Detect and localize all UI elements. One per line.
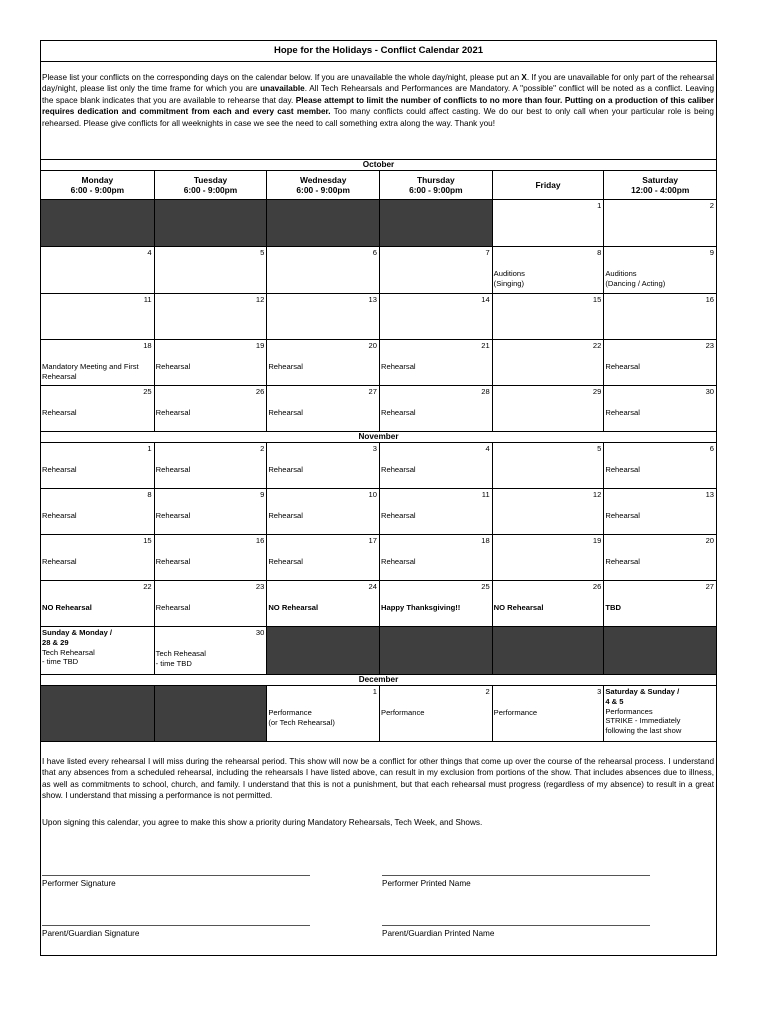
day-cell[interactable] bbox=[155, 535, 268, 580]
day-cell[interactable] bbox=[267, 489, 380, 534]
day-cell-note: Rehearsal bbox=[605, 362, 640, 371]
day-number: 11 bbox=[143, 295, 152, 304]
day-number: 24 bbox=[368, 582, 377, 591]
day-cell-dec-1[interactable] bbox=[267, 686, 380, 741]
day-cell-note: Rehearsal bbox=[381, 557, 416, 566]
week-row bbox=[41, 627, 716, 675]
day-cell-note: Performances STRIKE - Immediately following the last show bbox=[605, 706, 682, 736]
day-cell-note: Auditions (Dancing / Acting) bbox=[605, 269, 666, 288]
day-cell-note: Rehearsal bbox=[268, 362, 303, 371]
day-number: 26 bbox=[592, 582, 602, 591]
weekday-name: Wednesday bbox=[299, 174, 347, 185]
day-cell[interactable] bbox=[41, 443, 155, 488]
weekday-time: 6:00 - 9:00pm bbox=[409, 185, 463, 195]
weekday-header-tuesday bbox=[155, 171, 268, 199]
november-weeks bbox=[41, 443, 716, 627]
week-row bbox=[41, 247, 716, 294]
day-number: 12 bbox=[255, 295, 265, 304]
instructions-bold-unavailable: unavailable bbox=[260, 84, 305, 94]
cell-text bbox=[42, 628, 153, 667]
month-header-december: December bbox=[41, 675, 716, 686]
day-cell[interactable] bbox=[267, 386, 380, 431]
day-cell-note: Rehearsal bbox=[155, 465, 191, 474]
day-cell-note: Rehearsal bbox=[381, 511, 416, 520]
week-row bbox=[41, 443, 716, 489]
day-cell-note: Rehearsal bbox=[42, 408, 77, 417]
day-number: 13 bbox=[705, 490, 715, 499]
day-cell-note: Mandatory Meeting and First Rehearsal bbox=[42, 362, 139, 381]
day-cell[interactable] bbox=[267, 247, 380, 293]
day-number: 11 bbox=[481, 490, 490, 499]
day-number: 29 bbox=[592, 387, 602, 396]
day-number: 25 bbox=[143, 387, 152, 396]
day-cell[interactable] bbox=[41, 340, 155, 385]
day-cell[interactable] bbox=[267, 443, 380, 488]
day-cell[interactable] bbox=[155, 489, 268, 534]
week-row bbox=[41, 294, 716, 340]
day-cell[interactable] bbox=[380, 489, 493, 534]
day-cell-empty bbox=[493, 627, 605, 674]
day-cell-note: Performance bbox=[381, 708, 425, 717]
day-number: 20 bbox=[368, 341, 377, 350]
day-number: 9 bbox=[709, 248, 715, 257]
day-cell[interactable] bbox=[267, 294, 380, 339]
day-number: 9 bbox=[260, 490, 265, 499]
month-header-october: October bbox=[41, 160, 716, 171]
day-number: 10 bbox=[368, 490, 377, 499]
day-cell[interactable] bbox=[380, 443, 493, 488]
day-cell-note: Rehearsal bbox=[268, 511, 303, 520]
day-number: 1 bbox=[147, 444, 152, 453]
day-cell-note: NO Rehearsal bbox=[268, 603, 319, 612]
day-cell-note: Rehearsal bbox=[268, 408, 303, 417]
day-number: 26 bbox=[255, 387, 265, 396]
day-number: 8 bbox=[147, 490, 152, 499]
day-cell-note: NO Rehearsal bbox=[42, 603, 92, 612]
acknowledgement-paragraph: I have listed every rehearsal I will miss during the rehearsal period. This show will now be a conflict for other things that come up over the course of the rehearsal process. I understand that any absences from a scheduled rehearsal, including the rehearsals I have listed above, can result in my exclusion from portions of the show. That includes absences due to illness, as well as commitments to school, church, and family. I understand that this is not a punishment, but that each rehearsal must progress (regardless of my absence) to result in a great show. I understand that missing a performance is not permitted. bbox=[42, 757, 714, 801]
day-cell-note: Rehearsal bbox=[268, 557, 303, 566]
signature-line bbox=[382, 925, 650, 926]
week-row bbox=[41, 386, 716, 432]
signature-line bbox=[42, 875, 310, 876]
instructions-bold-x: X bbox=[521, 73, 527, 82]
performer-signature-field[interactable] bbox=[42, 875, 310, 888]
day-cell-title: Sunday & Monday / 28 & 29 bbox=[42, 628, 113, 647]
day-cell[interactable] bbox=[41, 489, 155, 534]
day-cell[interactable] bbox=[493, 340, 605, 385]
day-cell-empty bbox=[267, 200, 380, 246]
day-cell-note: Rehearsal bbox=[381, 362, 416, 371]
day-cell[interactable] bbox=[41, 294, 155, 339]
day-cell-note: Performance bbox=[493, 708, 538, 717]
day-number: 6 bbox=[372, 248, 377, 257]
day-number: 19 bbox=[255, 341, 265, 350]
day-number: 15 bbox=[592, 295, 602, 304]
day-cell[interactable] bbox=[493, 294, 605, 339]
day-cell[interactable] bbox=[604, 340, 716, 385]
day-cell-empty bbox=[155, 200, 268, 246]
day-cell-dec-4-5[interactable] bbox=[604, 686, 716, 741]
day-number: 25 bbox=[481, 582, 490, 591]
day-cell-note: Rehearsal bbox=[381, 465, 416, 474]
instructions-paragraph bbox=[41, 62, 716, 160]
day-cell[interactable] bbox=[604, 581, 716, 626]
day-number: 27 bbox=[368, 387, 377, 396]
day-cell[interactable] bbox=[155, 443, 268, 488]
day-cell-empty bbox=[41, 200, 155, 246]
day-cell[interactable] bbox=[493, 581, 605, 626]
signature-label: Parent/Guardian Signature bbox=[42, 929, 140, 938]
day-cell-nov-28-29[interactable] bbox=[41, 627, 155, 674]
day-cell-nov-30[interactable] bbox=[155, 627, 268, 674]
day-cell[interactable] bbox=[604, 443, 716, 488]
day-cell-note: Rehearsal bbox=[605, 557, 640, 566]
day-cell[interactable] bbox=[155, 294, 268, 339]
signature-line bbox=[42, 925, 310, 926]
weekday-time: 6:00 - 9:00pm bbox=[296, 185, 350, 195]
day-cell-empty bbox=[267, 627, 380, 674]
instructions-text-4: Too many conflicts could affect casting. We do our best to only call when your particular role is being rehearsed. Please give conflicts for all weeknights in case we see the need to call something extra along the way. Thank you! bbox=[42, 107, 714, 128]
weekday-time: 6:00 - 9:00pm bbox=[70, 185, 125, 195]
day-cell[interactable] bbox=[493, 443, 605, 488]
week-row bbox=[41, 686, 716, 742]
day-number: 1 bbox=[372, 687, 377, 696]
day-cell[interactable] bbox=[604, 386, 716, 431]
day-number: 16 bbox=[705, 295, 715, 304]
day-number: 23 bbox=[705, 341, 715, 350]
weekday-name: Thursday bbox=[416, 174, 455, 185]
guardian-printed-name-field[interactable] bbox=[382, 925, 650, 938]
day-cell-note: Rehearsal bbox=[42, 465, 77, 474]
form-title: Hope for the Holidays - Conflict Calendar 2021 bbox=[41, 41, 716, 62]
day-cell-note: Rehearsal bbox=[605, 465, 640, 474]
day-number: 20 bbox=[705, 536, 715, 545]
day-cell-empty bbox=[380, 627, 493, 674]
day-number: 21 bbox=[481, 341, 490, 350]
weekday-header-thursday bbox=[380, 171, 493, 199]
weekday-time: 12:00 - 4:00pm bbox=[631, 185, 690, 195]
signature-label: Parent/Guardian Printed Name bbox=[382, 929, 495, 938]
week-row bbox=[41, 489, 716, 535]
signature-line bbox=[382, 875, 650, 876]
day-cell-note: Rehearsal bbox=[155, 408, 191, 417]
signature-label: Performer Signature bbox=[42, 879, 116, 888]
day-cell[interactable] bbox=[380, 340, 493, 385]
day-number: 18 bbox=[481, 536, 490, 545]
day-number: 3 bbox=[597, 687, 602, 696]
day-cell[interactable] bbox=[493, 386, 605, 431]
day-cell-empty bbox=[155, 686, 268, 741]
weekday-header-row bbox=[41, 171, 716, 200]
day-number: 5 bbox=[597, 444, 602, 453]
day-number: 8 bbox=[597, 248, 602, 257]
weekday-header-saturday bbox=[604, 171, 716, 199]
day-cell[interactable] bbox=[41, 581, 155, 626]
day-number: 15 bbox=[143, 536, 152, 545]
day-number: 4 bbox=[485, 444, 490, 453]
day-cell[interactable] bbox=[380, 581, 493, 626]
day-cell-note: Rehearsal bbox=[155, 557, 191, 566]
weekday-header-wednesday bbox=[267, 171, 380, 199]
day-cell-note: Tech Rehearsal - time TBD bbox=[42, 647, 95, 667]
day-number: 2 bbox=[709, 201, 715, 210]
day-number: 22 bbox=[592, 341, 602, 350]
day-number: 23 bbox=[255, 582, 265, 591]
day-number: 14 bbox=[481, 295, 490, 304]
day-cell-note: TBD bbox=[605, 603, 621, 612]
day-cell[interactable] bbox=[267, 581, 380, 626]
day-number: 22 bbox=[143, 582, 152, 591]
day-cell-note: Performance (or Tech Rehearsal) bbox=[268, 708, 335, 727]
weekday-time: 6:00 - 9:00pm bbox=[183, 185, 238, 195]
day-cell[interactable] bbox=[155, 581, 268, 626]
day-cell[interactable] bbox=[604, 535, 716, 580]
day-cell[interactable] bbox=[380, 294, 493, 339]
day-cell[interactable] bbox=[604, 247, 716, 293]
day-number: 4 bbox=[147, 248, 152, 257]
day-cell[interactable] bbox=[604, 200, 716, 246]
instructions-text-1: Please list your conflicts on the corresponding days on the calendar below. If you are unavailable the whole day/night, please put an bbox=[42, 73, 522, 82]
day-number: 27 bbox=[705, 582, 715, 591]
day-cell[interactable] bbox=[155, 340, 268, 385]
day-cell-title: Saturday & Sunday / 4 & 5 bbox=[605, 687, 680, 706]
day-number: 30 bbox=[255, 628, 265, 637]
day-cell-note: Rehearsal bbox=[268, 465, 303, 474]
day-cell-empty bbox=[380, 200, 493, 246]
day-cell[interactable] bbox=[493, 200, 605, 246]
day-cell[interactable] bbox=[267, 535, 380, 580]
day-cell-note: Auditions (Singing) bbox=[493, 269, 525, 288]
day-cell-note: Tech Reheasal - time TBD bbox=[155, 649, 206, 668]
week-row bbox=[41, 200, 716, 247]
day-cell[interactable] bbox=[493, 247, 605, 293]
day-cell[interactable] bbox=[604, 489, 716, 534]
day-cell[interactable] bbox=[380, 535, 493, 580]
day-cell[interactable] bbox=[155, 247, 268, 293]
day-number: 2 bbox=[485, 687, 490, 696]
day-cell[interactable] bbox=[41, 386, 155, 431]
day-number: 30 bbox=[705, 387, 715, 396]
day-number: 17 bbox=[368, 536, 377, 545]
weekday-header-friday bbox=[493, 171, 605, 199]
day-cell-note: NO Rehearsal bbox=[493, 603, 544, 612]
day-number: 1 bbox=[597, 201, 602, 210]
weekday-name: Friday bbox=[535, 179, 561, 190]
day-number: 16 bbox=[255, 536, 265, 545]
signature-label: Performer Printed Name bbox=[382, 879, 471, 888]
instructions-bold-commitment: Please attempt to limit the number of conflicts to no more than four. Putting on a production of this caliber requires dedication and commitment from each and every cast member. bbox=[42, 95, 714, 117]
day-number: 2 bbox=[260, 444, 265, 453]
day-number: 18 bbox=[143, 341, 152, 350]
day-cell[interactable] bbox=[267, 340, 380, 385]
day-cell-note: Rehearsal bbox=[605, 511, 640, 520]
day-cell-note: Rehearsal bbox=[42, 511, 77, 520]
day-cell-empty bbox=[604, 627, 716, 674]
cell-text bbox=[605, 687, 715, 736]
day-number: 19 bbox=[592, 536, 602, 545]
day-cell[interactable] bbox=[493, 535, 605, 580]
week-row bbox=[41, 340, 716, 386]
day-cell-note: Rehearsal bbox=[155, 362, 191, 371]
day-cell[interactable] bbox=[380, 247, 493, 293]
weekday-name: Tuesday bbox=[193, 174, 228, 185]
instructions-text-3: . All Tech Rehearsals and Performances are Mandatory. A "possible" conflict will be noted as a conflict. Leaving the space blank indicates that you are available to rehearse that day. bbox=[42, 84, 715, 105]
day-cell-note: Rehearsal bbox=[155, 603, 191, 612]
day-cell-note: Happy Thanksgiving!! bbox=[381, 603, 461, 612]
instructions-text-2: . If you are unavailable for only part of the rehearsal day/night, please list only the time frame for which you are bbox=[42, 73, 714, 94]
guardian-signature-field[interactable] bbox=[42, 925, 310, 938]
agreement-statement: Upon signing this calendar, you agree to make this show a priority during Mandatory Rehearsals, Tech Week, and Shows. bbox=[42, 817, 483, 827]
day-cell[interactable] bbox=[41, 535, 155, 580]
week-row bbox=[41, 581, 716, 627]
day-cell-dec-3[interactable] bbox=[493, 686, 605, 741]
day-number: 12 bbox=[592, 490, 602, 499]
day-cell-note: Rehearsal bbox=[381, 408, 416, 417]
day-number: 7 bbox=[485, 248, 490, 257]
conflict-calendar-form bbox=[40, 40, 717, 956]
day-cell-note: Rehearsal bbox=[605, 408, 640, 417]
day-cell-note: Rehearsal bbox=[42, 557, 77, 566]
day-cell-note: Rehearsal bbox=[155, 511, 191, 520]
day-number: 3 bbox=[372, 444, 377, 453]
week-row bbox=[41, 535, 716, 581]
day-number: 28 bbox=[481, 387, 490, 396]
october-weeks bbox=[41, 200, 716, 432]
day-cell[interactable] bbox=[493, 489, 605, 534]
performer-printed-name-field[interactable] bbox=[382, 875, 650, 888]
day-cell-empty bbox=[41, 686, 155, 741]
weekday-name: Monday bbox=[81, 174, 114, 185]
weekday-header-monday bbox=[41, 171, 155, 199]
day-cell-dec-2[interactable] bbox=[380, 686, 493, 741]
day-cell[interactable] bbox=[155, 386, 268, 431]
day-number: 5 bbox=[260, 248, 265, 257]
day-cell[interactable] bbox=[41, 247, 155, 293]
month-header-november: November bbox=[41, 432, 716, 443]
day-cell[interactable] bbox=[380, 386, 493, 431]
day-number: 13 bbox=[368, 295, 377, 304]
day-cell[interactable] bbox=[604, 294, 716, 339]
day-number: 6 bbox=[709, 444, 715, 453]
weekday-name: Saturday bbox=[642, 174, 679, 185]
